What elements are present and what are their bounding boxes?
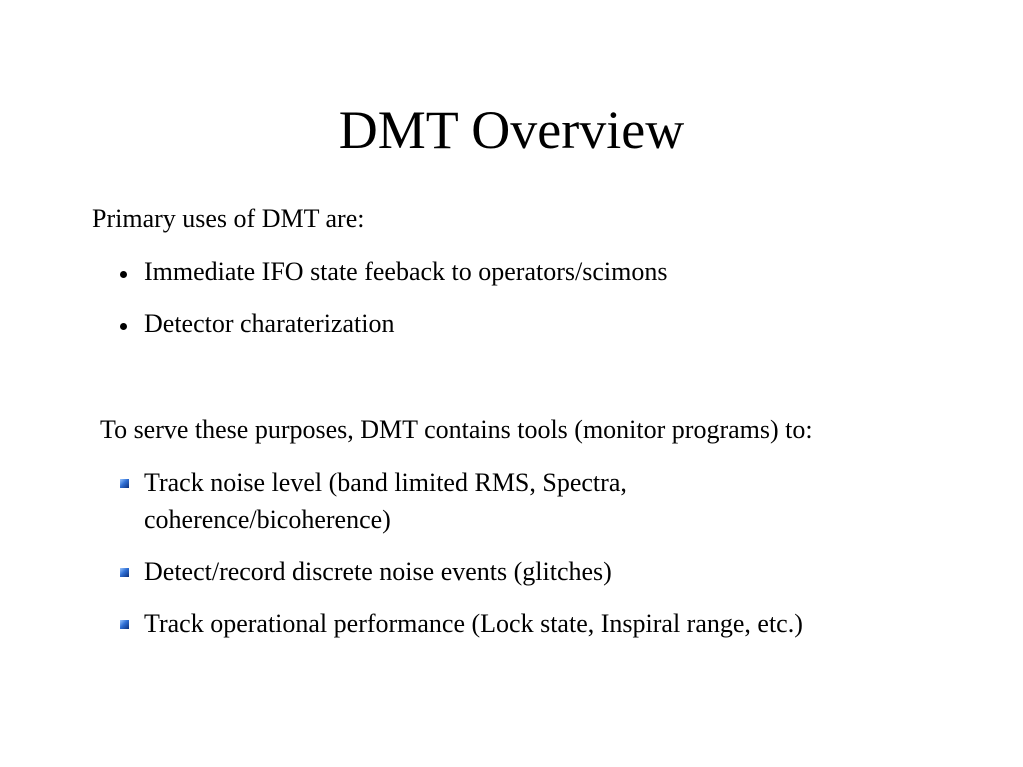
blue-square-bullet-icon [120,568,129,577]
primary-use-item [144,305,944,342]
round-bullet-icon [120,323,127,330]
tool-item [144,464,764,538]
primary-uses-intro: Primary uses of DMT are: [92,204,365,233]
blue-square-bullet-icon [120,620,129,629]
round-bullet-icon [120,271,127,278]
tool-text: Detect/record discrete noise events (glitches) [144,557,612,586]
primary-use-text: Detector charaterization [144,309,395,338]
tool-text: Track noise level (band limited RMS, Spectra, coherence/bicoherence) [144,468,627,534]
primary-use-item [144,253,944,290]
tool-item [144,553,944,590]
tool-item [144,605,944,642]
slide-title: DMT Overview [338,100,685,160]
tool-text: Track operational performance (Lock state, Inspiral range, etc.) [144,609,803,638]
blue-square-bullet-icon [120,479,129,488]
tools-intro: To serve these purposes, DMT contains tools (monitor programs) to: [100,415,813,444]
primary-use-text: Immediate IFO state feeback to operators/scimons [144,257,668,286]
